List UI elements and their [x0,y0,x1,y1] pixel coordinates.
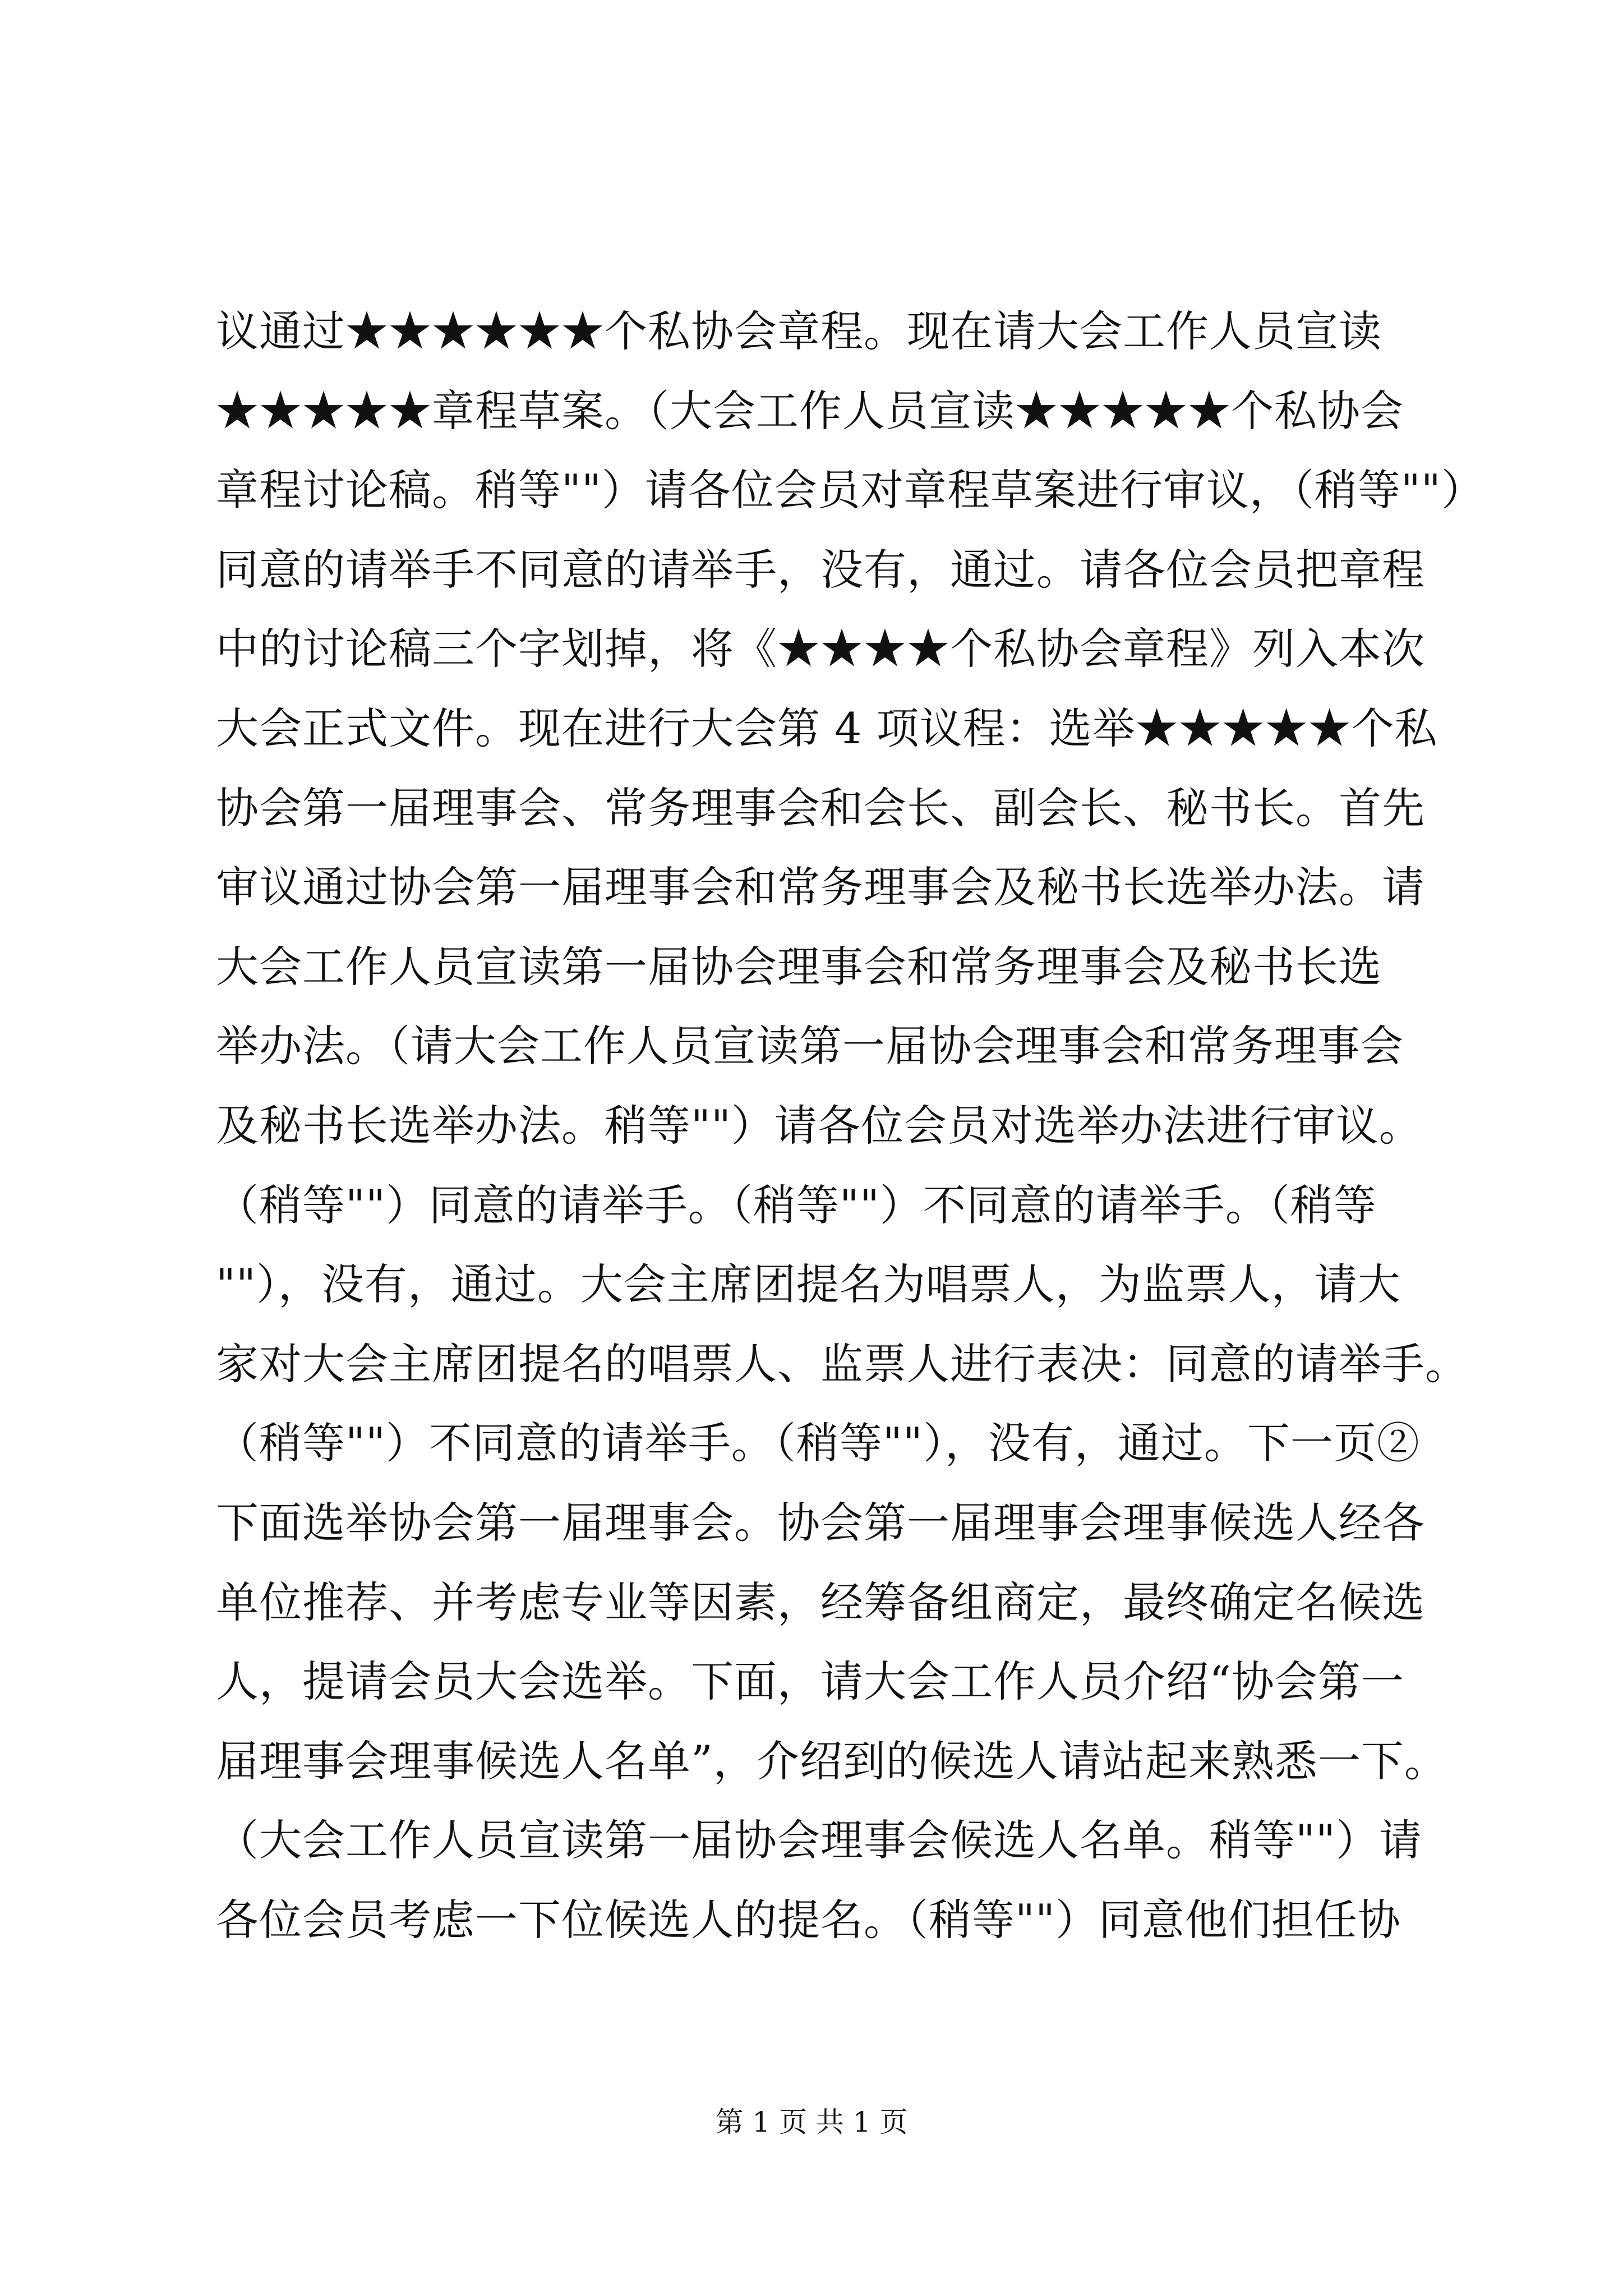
text-line: （稍等""）同意的请举手。（稍等""）不同意的请举手。（稍等 [216,1180,1377,1230]
text-line: （稍等""）不同意的请举手。（稍等""），没有，通过。下一页② [216,1418,1420,1469]
text-line: 大会正式文件。现在进行大会第 4 项议程：选举★★★★★个私 [216,703,1438,753]
text-line: 单位推荐、并考虑专业等因素，经筹备组商定，最终确定名候选 [216,1577,1425,1627]
text-line: （大会工作人员宣读第一届协会理事会候选人名单。稍等""）请 [216,1815,1422,1866]
text-line: 举办法。（请大会工作人员宣读第一届协会理事会和常务理事会 [216,1021,1404,1071]
text-line: 章程讨论稿。稍等""）请各位会员对章程草案进行审议，（稍等""） [216,465,1484,516]
text-line: ""），没有，通过。大会主席团提名为唱票人，为监票人，请大 [216,1259,1401,1310]
text-line: 中的讨论稿三个字划掉，将《★★★★个私协会章程》列入本次 [216,624,1425,674]
text-line: 议通过★★★★★★个私协会章程。现在请大会工作人员宣读 [216,306,1382,356]
body-text [216,292,1484,1959]
text-line: 家对大会主席团提名的唱票人、监票人进行表决：同意的请举手。 [216,1338,1468,1389]
text-line: 大会工作人员宣读第一届协会理事会和常务理事会及秘书长选 [216,941,1382,992]
text-line: 同意的请举手不同意的请举手，没有，通过。请各位会员把章程 [216,544,1425,595]
text-line: 各位会员考虑一下位候选人的提名。（稍等""）同意他们担任协 [216,1894,1401,1945]
text-line: ★★★★★章程草案。（大会工作人员宣读★★★★★个私协会 [216,385,1404,436]
text-line: 下面选举协会第一届理事会。协会第一届理事会理事候选人经各 [216,1497,1425,1548]
text-line: 人，提请会员大会选举。下面，请大会工作人员介绍“协会第一 [216,1657,1404,1707]
text-line: 届理事会理事候选人名单”，介绍到的候选人请站起来熟悉一下。 [216,1736,1447,1786]
page-footer: 第 1 页 共 1 页 [715,2106,908,2138]
text-line: 审议通过协会第一届理事会和常务理事会及秘书长选举办法。请 [216,862,1425,913]
text-line: 及秘书长选举办法。稍等""）请各位会员对选举办法进行审议。 [216,1100,1422,1151]
text-line: 协会第一届理事会、常务理事会和会长、副会长、秘书长。首先 [216,783,1425,833]
